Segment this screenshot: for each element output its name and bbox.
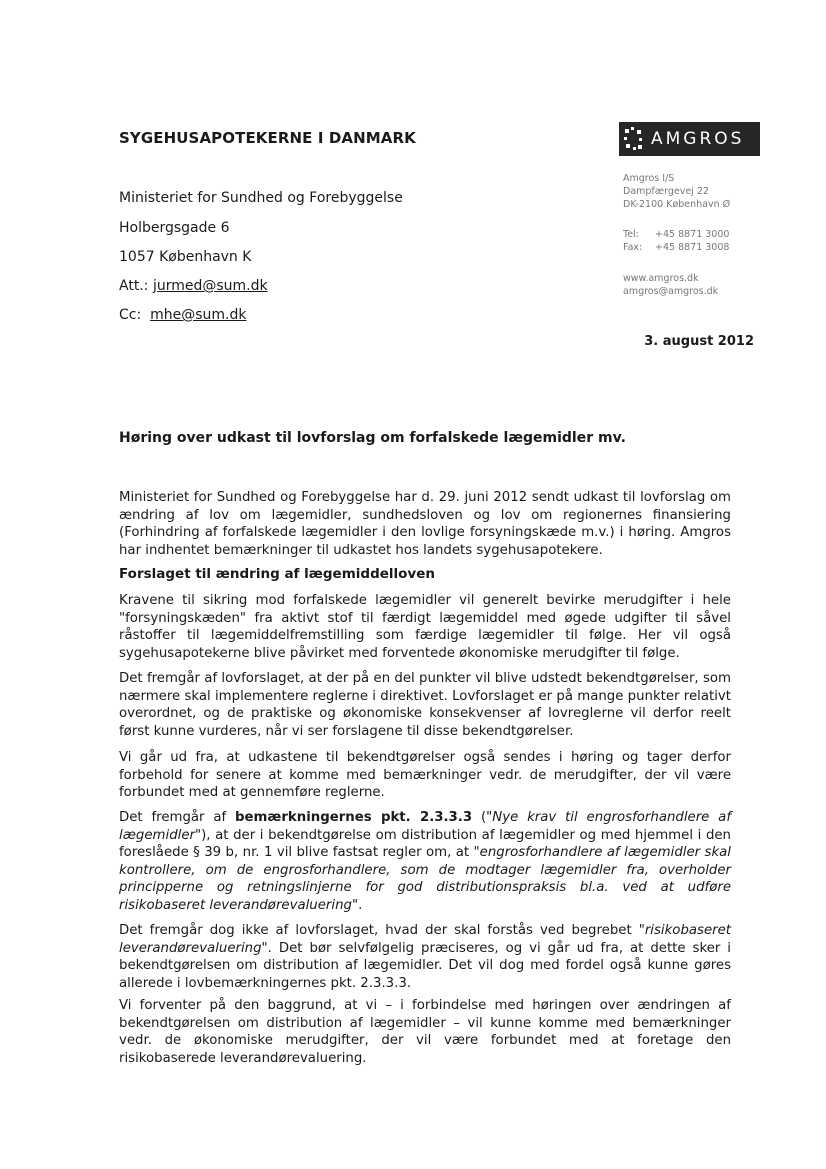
logo-text: AMGROS (651, 129, 745, 149)
organization-name: SYGEHUSAPOTEKERNE I DANMARK (119, 129, 416, 147)
recipient-line-2: Holbergsgade 6 (119, 220, 230, 236)
sender-city: DK-2100 København Ø (623, 199, 731, 210)
fax-label: Fax: (623, 242, 643, 253)
cc-line (119, 307, 246, 323)
paragraph-3: Det fremgår af lovforslaget, at der på en del punkter vil blive udstedt bekendtgørelser, som nærmere skal implementere reglerne i direktivet. Lovforslaget er på mange punkter relativt overordnet, og de praktiske og økonomiske konsekvenser af lovreglerne vil derfor reelt først kunne vurderes, når vi ser forslagene til disse bekendtgørelser. (119, 671, 731, 739)
recipient-line-1: Ministeriet for Sundhed og Forebyggelse (119, 190, 403, 206)
tel-number: +45 8871 3000 (655, 229, 730, 240)
paragraph-7: Vi forventer på den baggrund, at vi – i forbindelse med høringen over ændringen af bekendtgørelsen om distribution af lægemidler – vil kunne komme med bemærkninger vedr. de økonomiske merudgifter, der vil være forbundet med at foretage den risikobaserede leverandørevaluering. (119, 998, 731, 1066)
cc-label: Cc: (119, 307, 142, 323)
recipient-line-3: 1057 København K (119, 249, 252, 265)
sender-street: Dampfærgevej 22 (623, 186, 709, 197)
amgros-logo (619, 122, 760, 156)
quote-italic-3: "risikobaseret leverandørevaluering" (119, 923, 731, 956)
paragraph-6: Det fremgår dog ikke af lovforslaget, hvad der skal forstås ved begrebet "risikobaseret leverandørevaluering". Det bør selvfølgelig præciseres, og vi går ud fra, at dette sker i bekendtgørelsen om distribution af lægemidler. Det vil dog med fordel også kunne gøres allerede i lovbemærkningernes pkt. 2.3.3.3. (119, 923, 731, 991)
sender-address (623, 172, 730, 211)
sender-website: www.amgros.dk (623, 273, 699, 284)
sender-name: Amgros I/S (623, 173, 675, 184)
fax-number: +45 8871 3008 (655, 242, 730, 253)
section-heading: Forslaget til ændring af lægemiddelloven (119, 566, 435, 582)
logo-mark-icon (619, 122, 649, 156)
sender-web (623, 272, 718, 298)
sender-email: amgros@amgros.dk (623, 286, 719, 297)
att-line (119, 278, 268, 294)
paragraph-4: Vi går ud fra, at udkastene til bekendtgørelser også sendes i høring og tager derfor forbehold for senere at komme med bemærkninger vedr. de merudgifter, der vil være forbundet med at gennemføre reglerne. (119, 750, 731, 800)
att-email-link[interactable]: jurmed@sum.dk (152, 278, 268, 294)
tel-label: Tel: (623, 229, 639, 240)
letter-subject: Høring over udkast til lovforslag om forfalskede lægemidler mv. (119, 430, 626, 446)
paragraph-2: Kravene til sikring mod forfalskede lægemidler vil generelt bevirke merudgifter i hele "forsyningskæden" fra aktivt stof til færdigt lægemiddel med øgede udgifter til såvel råstoffer til lægemiddelfremstilling som færdige lægemidler til følge. Her vil også sygehusapotekerne blive påvirket med forventede økonomiske merudgifter til følge. (119, 593, 731, 661)
quote-italic-1: "Nye krav til engrosforhandlere af lægemidler" (119, 810, 732, 843)
letter-date: 3. august 2012 (644, 334, 754, 349)
paragraph-5: Det fremgår af bemærkningernes pkt. 2.3.3.3 ("Nye krav til engrosforhandlere af lægemidler"), at der i bekendtgørelse om distribution af lægemidler og med hjemmel i den foreslåede § 39 b, nr. 1 vil blive fastsat regler om, at "engrosforhandlere af lægemidler skal kontrollere, om de engrosforhandlere, som de modtager lægemidler fra, overholder principperne og retningslinjerne for god distributionspraksis bl.a. ved at udføre risikobaseret leverandørevaluering". (119, 810, 732, 913)
quote-italic-2: "engrosforhandlere af lægemidler skal kontrollere, om de engrosforhandlere, som de modtager lægemidler fra, overholder principperne og retningslinjerne for god distributionspraksis bl.a. ved at udføre risikobaseret leverandørevaluering" (119, 845, 731, 913)
reference-bold: bemærkningernes pkt. 2.3.3.3 (235, 810, 473, 825)
sender-phone (623, 228, 729, 254)
att-label: Att.: (119, 278, 149, 294)
cc-email-link[interactable]: mhe@sum.dk (150, 307, 247, 323)
paragraph-1: Ministeriet for Sundhed og Forebyggelse har d. 29. juni 2012 sendt udkast til lovforslag om ændring af lov om lægemidler, sundhedsloven og lov om regionernes finansiering (Forhindring af forfalskede lægemidler i den lovlige forsyningskæde m.v.) i høring. Amgros har indhentet bemærkninger til udkastet hos landets sygehusapotekere. (119, 490, 731, 558)
